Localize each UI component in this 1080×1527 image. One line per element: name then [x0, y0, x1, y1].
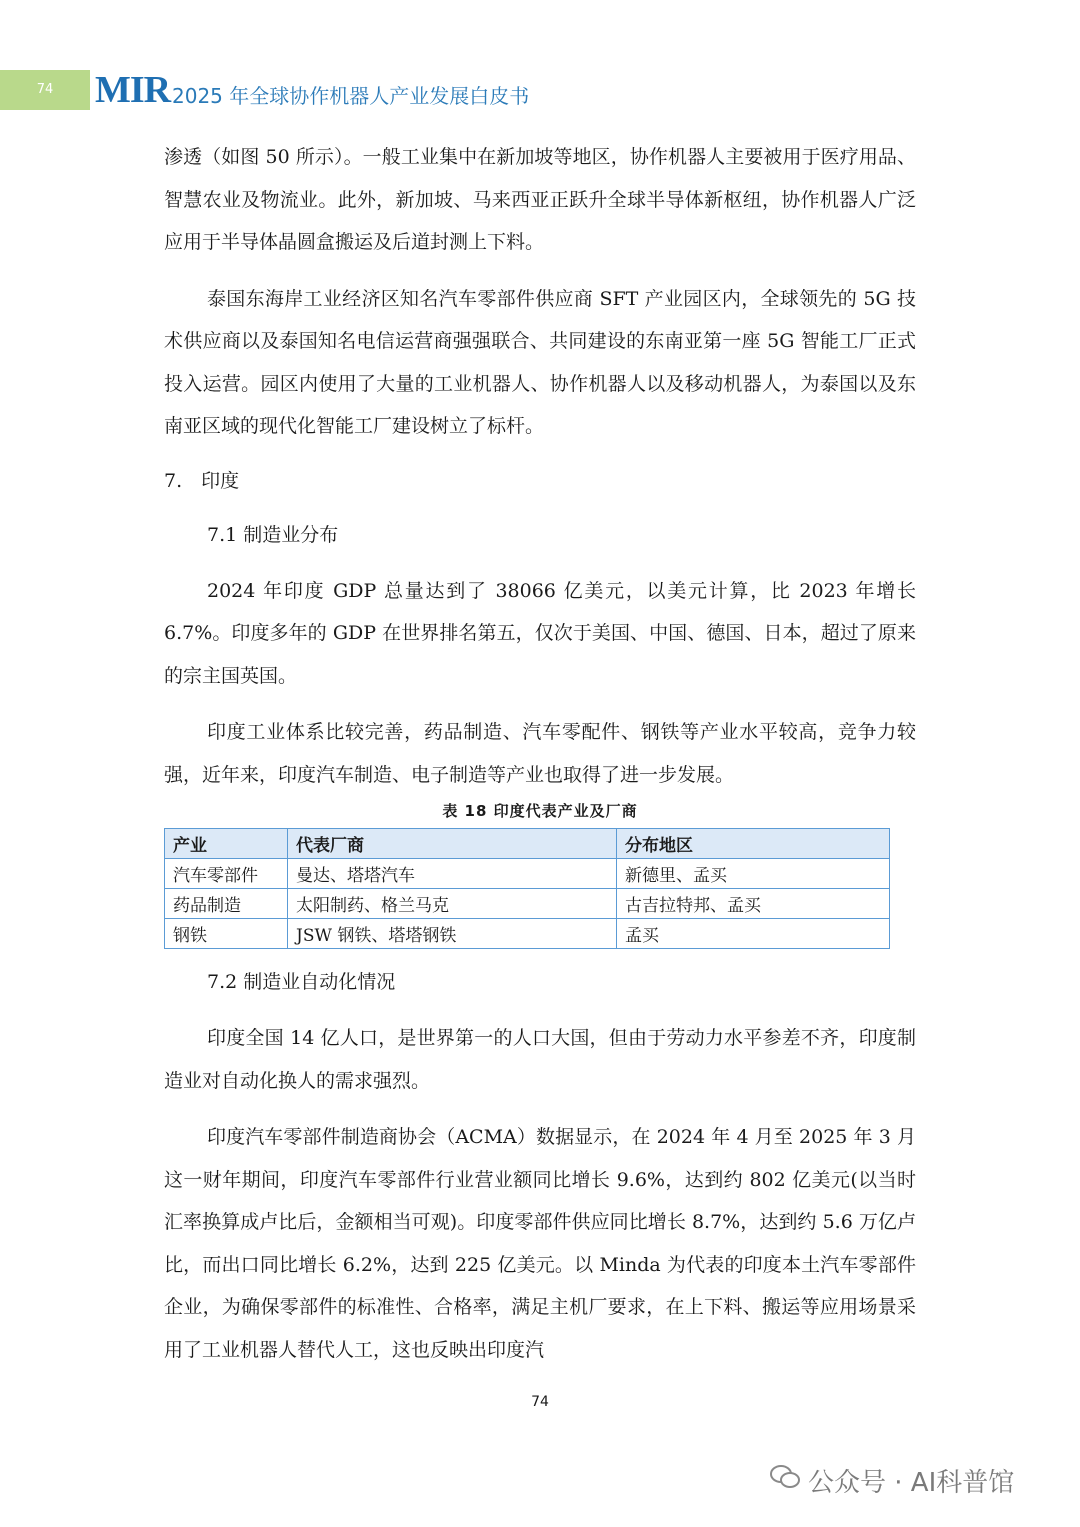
table-caption: 表 18 印度代表产业及厂商: [442, 802, 638, 820]
mir-logo: MIR: [95, 69, 171, 111]
table-cell: 汽车零部件: [165, 859, 288, 889]
table-header-row: [165, 829, 890, 859]
table-cell: 曼达、塔塔汽车: [288, 859, 617, 889]
table-header: 代表厂商: [288, 829, 617, 859]
paragraph: 印度工业体系比较完善，药品制造、汽车零配件、钢铁等产业水平较高，竞争力较强，近年来，印度汽车制造、电子制造等产业也取得了进一步发展。: [164, 721, 916, 786]
paragraph: 泰国东海岸工业经济区知名汽车零部件供应商 SFT 产业园区内，全球领先的 5G 技术供应商以及泰国知名电信运营商强强联合、共同建设的东南亚第一座 5G 智能工厂正式投入运营。园区内使用了大量的工业机器人、协作机器人以及移动机器人，为泰国以及东南亚区域的现代化智能工厂建设树立了标杆。: [164, 287, 916, 437]
footer-page-number: 74: [531, 1394, 549, 1410]
header-page-number: 74: [36, 82, 54, 97]
page-content: [164, 136, 916, 1371]
watermark-text: 公众号 · AI科普馆: [808, 1468, 1015, 1498]
paragraph: 印度汽车零部件制造商协会（ACMA）数据显示，在 2024 年 4 月至 2025 年 3 月这一财年期间，印度汽车零部件行业营业额同比增长 9.6%，达到约 802 亿美元(以当时汇率换算成卢比后，金额相当可观)。印度零部件供应同比增长 8.7%，达到约 5.6 万亿卢比，而出口同比增长 6.2%，达到 225 亿美元。以 Minda 为代表的印度本土汽车零部件企业，为确保零部件的标准性、合格率，满足主机厂要求，在上下料、搬运等应用场景采用了工业机器人替代人工，这也反映出印度汽: [164, 1126, 916, 1361]
paragraph: 渗透（如图 50 所示）。一般工业集中在新加坡等地区，协作机器人主要被用于医疗用品、智慧农业及物流业。此外，新加坡、马来西亚正跃升全球半导体新枢纽，协作机器人广泛应用于半导体晶圆盒搬运及后道封测上下料。: [164, 146, 916, 253]
table-cell: 钢铁: [165, 919, 288, 949]
table-row: [165, 859, 890, 889]
table-row: [165, 919, 890, 949]
section-heading-7-2: 7.2 制造业自动化情况: [207, 971, 396, 993]
table-cell: 药品制造: [165, 889, 288, 919]
section-heading-7-1: 7.1 制造业分布: [207, 523, 339, 546]
table-cell: 孟买: [617, 919, 890, 949]
table-cell: JSW 钢铁、塔塔钢铁: [288, 919, 617, 949]
table-cell: 古吉拉特邦、孟买: [617, 889, 890, 919]
table-cell: 新德里、孟买: [617, 859, 890, 889]
paragraph: 2024 年印度 GDP 总量达到了 38066 亿美元，以美元计算，比 2023 年增长 6.7%。印度多年的 GDP 在世界排名第五，仅次于美国、中国、德国、日本，超过了原来的宗主国英国。: [164, 579, 916, 687]
table-header: 分布地区: [617, 829, 890, 859]
wechat-icon: [770, 1464, 800, 1490]
table-cell: 太阳制药、格兰马克: [288, 889, 617, 919]
table-header: 产业: [165, 829, 288, 859]
industry-table: [164, 828, 890, 949]
section-heading-7: 7. 印度: [164, 469, 240, 492]
paragraph: 印度全国 14 亿人口，是世界第一的人口大国，但由于劳动力水平参差不齐，印度制造业对自动化换人的需求强烈。: [164, 1027, 916, 1092]
table-row: [165, 889, 890, 919]
document-title: 2025 年全球协作机器人产业发展白皮书: [172, 84, 530, 108]
